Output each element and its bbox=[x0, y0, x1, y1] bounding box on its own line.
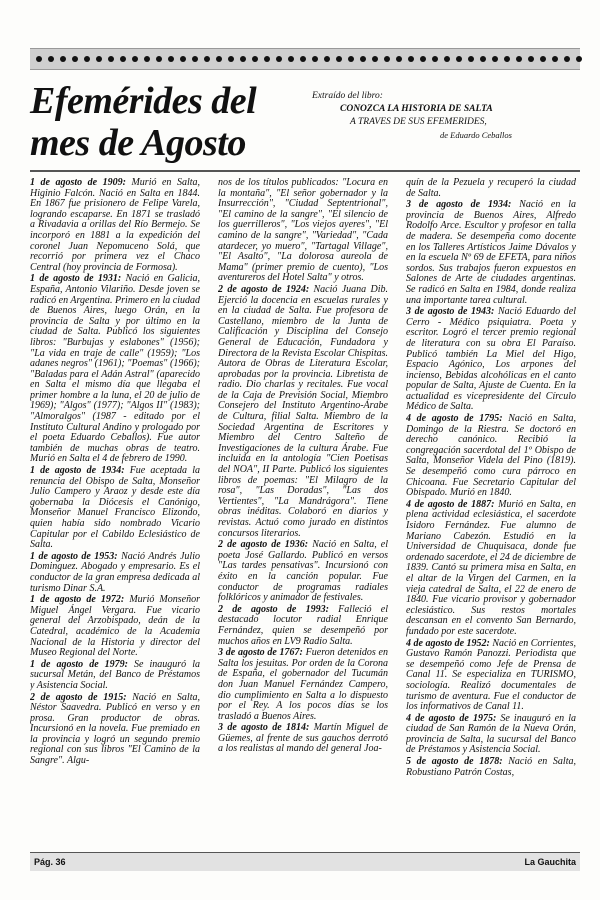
entry-text: Nació en Galicia, España, Antonio Vilariño. Desde joven se radicó en Argentina. Primero en la ciudad de Buenos Aires, luego Orán, en la provincia de Salta y por último en la ciudad de Salta. Publicó los siguientes libros: "Burbujas y eslabones" (1956); "La vida en traje de calle" (1959); "Los adanes negros" (1961); "Poemas" (1966); "Baladas para el Adán Astral" (aparecido en Salta el mismo día que llegaba el primer hombre a la luna, el 20 de julio de 1969); "Algos" (1977); "Algos II" (1983); "Almoralgos" (1987 - editado por el Instituto Cultural Andino y prologado por el poeta Eduardo Ceballos). Fue autor también de muchas obras de teatro. Murió en Salta el 4 de febrero de 1990. bbox=[30, 273, 200, 465]
entry-text: Nació en la provincia de Buenos Aires, Alfredo Rodolfo Arce. Escultor y profesor en talla de madera. Se desempeña como docente en los Talleres Artísticos Jaime Dávalos y en la escuela Nº 69 de EFETA, para niños sordos. Sus trabajos fueron expuestos en Salones de Arte de ciudades argentinas. Se radicó en Salta en 1984, donde realiza una importante tarea cultural. bbox=[406, 199, 576, 306]
band-dot bbox=[288, 56, 294, 62]
band-dot bbox=[420, 56, 426, 62]
band-dot bbox=[516, 56, 522, 62]
entry-text: Martín Miguel de Güemes, al frente de sus gauchos derrotó a los realistas al mando del general Joa- bbox=[218, 722, 388, 755]
band-dot bbox=[372, 56, 378, 62]
page-footer bbox=[30, 852, 580, 871]
band-dot bbox=[84, 56, 90, 62]
source-extraido: Extraído del libro: bbox=[312, 91, 383, 101]
entry-date: 1 de agosto de 1953: bbox=[30, 550, 118, 562]
band-dot bbox=[468, 56, 474, 62]
band-dot bbox=[396, 56, 402, 62]
text-column-3 bbox=[406, 178, 576, 846]
band-dot bbox=[276, 56, 282, 62]
ephemeris-entry bbox=[218, 648, 388, 722]
ephemeris-entry bbox=[406, 178, 576, 199]
ephemeris-entry bbox=[406, 757, 576, 778]
band-dot bbox=[48, 56, 54, 62]
band-dot bbox=[156, 56, 162, 62]
band-dot bbox=[360, 56, 366, 62]
ephemeris-entry bbox=[218, 540, 388, 604]
band-dot bbox=[564, 56, 570, 62]
ephemeris-entry bbox=[218, 605, 388, 647]
entry-text: Nació Eduardo del Cerro - Médico psiquiatra. Poeta y escritor. Logró el tercer premio regional de literatura con su obra El Paraíso. Publicó también La Miel del Higo, Espacio Agónico, Los arpones del incienso, Bebidas alcohólicas en el canto popular de Salta, Ajuste de Cuenta. En la actualidad es vicepresidente del Círculo Médico de Salta. bbox=[406, 306, 576, 413]
entry-text: Murió en Salta, Higinio Falcón. Nació en Salta en 1844. En 1867 fue prisionero de Felipe Varela, logrando escaparse. En 1871 se trasladó a Rivadavia a orillas del Río Bermejo. Se incorporó en 1881 a la expedición del coronel Juan Nepomuceno Solá, que recorrió por primera vez el Chaco Central (hoy provincia de Formosa). bbox=[30, 178, 200, 273]
entry-text: Fueron detenidos en Salta los jesuitas. Por orden de la Corona de España, el gobernador del Tucumán don Juan Manuel Fernández Campero, dio cumplimiento en Salta a lo dispuesto por el Rey. A los pocos días se los trasladó a Buenos Aires. bbox=[218, 647, 388, 722]
band-dot bbox=[528, 56, 534, 62]
band-dot bbox=[264, 56, 270, 62]
ephemeris-entry bbox=[30, 274, 200, 465]
entry-date: 2 de agosto de 1993: bbox=[218, 603, 329, 615]
band-dot bbox=[576, 56, 582, 62]
band-dot bbox=[240, 56, 246, 62]
entry-text: Nació en Salta, el poeta José Gallardo. Publicó en versos "Las tardes pensativas". Incursionó con éxito en la canción popular. Fue conductor de programas radiales folklóricos y animador de festivales. bbox=[218, 539, 388, 604]
band-dot bbox=[300, 56, 306, 62]
entry-date: 3 de agosto de 1814: bbox=[218, 722, 310, 734]
ephemeris-entry bbox=[30, 466, 200, 551]
band-dot bbox=[348, 56, 354, 62]
band-dot bbox=[192, 56, 198, 62]
ephemeris-entry bbox=[30, 660, 200, 692]
article-body bbox=[30, 178, 580, 846]
band-dot bbox=[432, 56, 438, 62]
ephemeris-entry bbox=[30, 693, 200, 767]
entry-text: Nació Juana Dib. Ejerció la docencia en escuelas rurales y en la ciudad de Salta. Fue profesora de Castellano, miembro de la Junta de Calificación y Disciplina del Consejo General de Educación, Fundadora y Directora de la Revista Escolar Chispitas. Autora de Obras de Literatura Escolar, aprobadas por la provincia. Libretista de radio. Dio charlas y recitales. Fue vocal de la Caja de Previsión Social, Miembro Consejero del Instituto Argentino-Árabe de Cultura, filial Salta. Miembro de la Sociedad Argentina de Escritores y Miembro del Centro Salteño de Investigaciones de la cultura Árabe. Fue incluida en la antología "Cien Poetisas del NOA", II Parte. Publicó los siguientes libros de poemas: "El Milagro de la rosa", "Las Doradas", "Las dos Vertientes", "La Mandrágora". Tiene obras inéditas. Colaboró en diarios y revistas. Actuó como jurado en distintos concursos literarios. bbox=[218, 283, 388, 539]
entry-text: Nació Andrés Julio Dominguez. Abogado y empresario. Es el conductor de la gran empresa dedicada al turismo Dinar S.A. bbox=[30, 550, 200, 594]
entry-text: Nació en Salta, Domingo de la Riestra. Se doctoró en derecho canónico. Recibió la congregación sacerdotal del 1º Obispo de Salta, Monseñor Videla del Pino (1819). Se desempeñó como cura párroco en Chicoana. Fue Secretario Capitular del Obispado. Murió en 1840. bbox=[406, 413, 576, 499]
source-book-title: CONOZCA LA HISTORIA DE SALTA bbox=[340, 104, 493, 114]
page-title bbox=[30, 80, 290, 164]
entry-text: Falleció el destacado locutor radial Enrique Fernández, quien se desempeñó por muchos años en LV9 Radio Salta. bbox=[218, 603, 388, 647]
magazine-name: La Gauchita bbox=[524, 857, 576, 867]
entry-date: 3 de agosto de 1767: bbox=[218, 647, 303, 659]
band-dot bbox=[492, 56, 498, 62]
entry-date: 4 de agosto de 1975: bbox=[406, 712, 497, 724]
band-dot bbox=[216, 56, 222, 62]
ephemeris-entry bbox=[406, 500, 576, 638]
entry-date: 1 de agosto de 1909: bbox=[30, 178, 126, 188]
band-dot bbox=[36, 56, 42, 62]
dotted-header-band bbox=[30, 48, 580, 70]
entry-date: 4 de agosto de 1887: bbox=[406, 498, 495, 510]
entry-text: Nació en Corrientes, Gustavo Ramón Panozzi. Periodista que se desempeñó como Jefe de Prensa de Canal 11. Se especializa en TURISMO, sociología. Realizó documentales de turismo de aventura. Fue el conductor de los informativos de Canal 11. bbox=[406, 637, 576, 713]
band-dot bbox=[504, 56, 510, 62]
text-column-1 bbox=[30, 178, 200, 846]
band-dot bbox=[456, 56, 462, 62]
ephemeris-entry bbox=[218, 723, 388, 755]
band-dot bbox=[408, 56, 414, 62]
ephemeris-entry bbox=[406, 414, 576, 499]
ephemeris-entry bbox=[218, 178, 388, 284]
entry-text: Nació en Salta, Néstor Saavedra. Publicó en verso y en prosa. Gran productor de obras. Incursionó en la novela. Fue premiado en la provincia y logró un segundo premio regional con sus libros "El Camino de la Sangre". Algu- bbox=[30, 691, 200, 767]
entry-text: Se inauguró en la ciudad de San Ramón de la Nueva Orán, provincia de Salta, la sucursal del Banco de Préstamos y Asistencia Social. bbox=[406, 712, 576, 756]
band-dot bbox=[72, 56, 78, 62]
band-dot bbox=[168, 56, 174, 62]
entry-text: Fue aceptada la renuncia del Obispo de Salta, Monseñor Julio Campero y Araoz y desde este día gobernaba la Diócesis el Canónigo, Monseñor Manuel Francisco Elizondo, quien había sido nombrado Vicario Capitular por el Cabildo Eclesiástico de Salta. bbox=[30, 465, 200, 551]
band-dot bbox=[228, 56, 234, 62]
band-dot bbox=[444, 56, 450, 62]
entry-text: Nació en Salta, Robustiano Patrón Costas, bbox=[406, 756, 576, 778]
title-line-2: mes de Agosto bbox=[30, 122, 246, 164]
entry-date: 1 de agosto de 1931: bbox=[30, 273, 122, 285]
band-dot bbox=[336, 56, 342, 62]
band-dot bbox=[540, 56, 546, 62]
band-dot bbox=[324, 56, 330, 62]
band-dot bbox=[180, 56, 186, 62]
source-subtitle: A TRAVES DE SUS EFEMERIDES, bbox=[350, 117, 487, 127]
entry-text: nos de los títulos publicados: "Locura en la montaña", "El señor gobernador y la Insurrección", "Ciudad Septentrional", "El camino de la sangre", "El silencio de los guerrilleros", "Los viejos ayeres", "El camino de la sangre", "Variedad", "Cada atardecer, yo muero", "Tartagal Village", "El Asalto", "La dolorosa aureola de Mama" (primer premio de cuento), "Los aventureros del Hotel Salta" y otros. bbox=[218, 178, 388, 284]
band-dot bbox=[132, 56, 138, 62]
ephemeris-entry bbox=[406, 307, 576, 413]
ephemeris-entry bbox=[406, 200, 576, 306]
entry-text: quín de la Pezuela y recuperó la ciudad de Salta. bbox=[406, 178, 576, 199]
band-dot bbox=[144, 56, 150, 62]
entry-date: 4 de agosto de 1952: bbox=[406, 637, 490, 649]
ephemeris-entry bbox=[30, 178, 200, 273]
page-number: Pág. 36 bbox=[34, 857, 66, 867]
band-dot bbox=[96, 56, 102, 62]
entry-date: 4 de agosto de 1795: bbox=[406, 413, 503, 425]
ephemeris-entry bbox=[406, 639, 576, 713]
band-dot bbox=[120, 56, 126, 62]
ephemeris-entry bbox=[30, 595, 200, 659]
entry-date: 1 de agosto de 1934: bbox=[30, 465, 125, 477]
band-dot bbox=[252, 56, 258, 62]
entry-date: 1 de agosto de 1972: bbox=[30, 594, 125, 606]
band-dot bbox=[312, 56, 318, 62]
source-author: de Eduardo Ceballos bbox=[440, 130, 512, 140]
band-dot bbox=[60, 56, 66, 62]
entry-date: 3 de agosto de 1943: bbox=[406, 306, 495, 318]
band-dot bbox=[480, 56, 486, 62]
entry-date: 5 de agosto de 1878: bbox=[406, 756, 503, 768]
band-dot bbox=[384, 56, 390, 62]
entry-date: 2 de agosto de 1915: bbox=[30, 691, 127, 703]
entry-text: Murió Monseñor Miguel Ángel Vergara. Fue vicario general del Arzobispado, deán de la Catedral, académico de la Academia Nacional de la Historia y director del Museo Regional del Norte. bbox=[30, 594, 200, 659]
band-dot bbox=[108, 56, 114, 62]
entry-date: 2 de agosto de 1936: bbox=[218, 539, 309, 551]
text-column-2 bbox=[218, 178, 388, 846]
divider bbox=[30, 170, 580, 172]
title-line-1: Efemérides del bbox=[30, 80, 257, 122]
entry-text: Se inauguró la sucursal Metán, del Banco de Préstamos y Asistencia Social. bbox=[30, 658, 200, 691]
source-attribution bbox=[290, 90, 560, 142]
band-dot bbox=[204, 56, 210, 62]
entry-date: 2 de agosto de 1924: bbox=[218, 283, 310, 295]
ephemeris-entry bbox=[218, 285, 388, 539]
entry-date: 1 de agosto de 1979: bbox=[30, 658, 129, 670]
band-dot bbox=[552, 56, 558, 62]
entry-date: 3 de agosto de 1934: bbox=[406, 199, 512, 211]
entry-text: Murió en Salta, en plena actividad eclesiástica, el sacerdote Isidoro Fernández. Fue alumno de Mariano Cabezón. Estudió en la Universidad de Chuquisaca, donde fue ordenado sacerdote, el 24 de diciembre de 1839. Cantó su primera misa en Salta, en el altar de la Virgen del Carmen, en la vieja catedral de Salta, el 22 de enero de 1840. Fue vicario provisor y gobernador eclesiástico. Sus restos mortales descansan en el convento San Bernardo, fundado por este sacerdote. bbox=[406, 498, 576, 637]
ephemeris-entry bbox=[406, 714, 576, 756]
ephemeris-entry bbox=[30, 552, 200, 594]
